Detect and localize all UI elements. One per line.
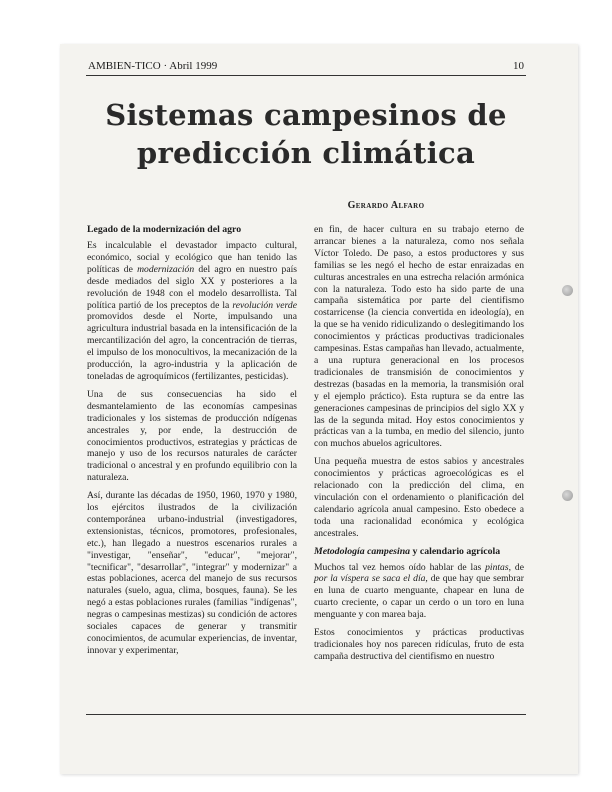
- author-byline: [88, 200, 524, 211]
- paragraph: Una pequeña muestra de estos sabios y ancestrales conocimientos y prácticas agroecológicas es el relacionado con la predicción del clima, en vinculación con el ordenamiento o planificación del calendario agrícola anual campesino. Esto obedece a toda una racionalidad económica y ecológica ancestrales.: [314, 456, 524, 539]
- paragraph: Es incalculable el devastador impacto cultural, económico, social y ecológico que han tenido las políticas de modernización del agro en nuestro país desde mediados del siglo XX y posteriores a la revolución de 1948 con el modelo desarrollista. Tal política partió de los preceptos de la revolución verde promovidos desde el Norte, impulsando una agricultura industrial basada en la intensificación de la mercantilización del agro, la concentración de tierras, el impulso de los monocultivos, la mecanización de la producción, la agro-industria y la aplicación de toneladas de agroquímicos (fertilizantes, pesticidas).: [87, 240, 298, 382]
- punch-hole-bottom: [562, 490, 573, 501]
- section-heading-metodologia: Metodología campesina y calendario agrícola: [314, 545, 501, 557]
- paragraph: Así, durante las décadas de 1950, 1960, 1970 y 1980, los ejércitos ilustrados de la civilización contemporánea urbano-industrial (investigadores, extensionistas, técnicos, promotores, profesionales, etc.), han llegado a nuestros escenarios rurales a "investigar, "enseñar", "educar", "mejorar", "tecnificar", "desarrollar", "integrar" y modernizar" a estas poblaciones, acerca del manejo de sus recursos naturales (suelo, agua, clima, bosques, fauna). Se les negó a estas poblaciones rurales (familias "indígenas", negras o campesinas mestizas) su condición de actores sociales capaces de generar y transmitir conocimientos, de acumular experiencias, de inventar, innovar y experimentar,: [87, 490, 297, 656]
- title-line-1: Sistemas campesinos de: [105, 98, 507, 132]
- header-rule: [86, 75, 526, 76]
- page-number: 10: [513, 60, 524, 72]
- left-column: [87, 224, 297, 663]
- paragraph: Estos conocimientos y prácticas productivas tradicionales hoy nos parecen ridículas, fruto de esta campaña destructiva del cientifismo en nuestro: [314, 627, 524, 662]
- right-column: [314, 224, 524, 669]
- running-header: [88, 60, 524, 76]
- paragraph: Una de sus consecuencias ha sido el desmantelamiento de las economías campesinas tradicionales y los sistemas de producción ndígenas ancestrales y, por ende, la destrucción de conocimientos productivos, estrategias y prácticas de manejo y uso de los recursos naturales de carácter tradicional o ancestral y en profundo equilibrio con la naturaleza.: [87, 388, 297, 484]
- title-line-2: predicción climática: [136, 136, 476, 170]
- paragraph: Muchos tal vez hemos oído hablar de las pintas, de por la víspera se saca el día, de que hay que sembrar en luna de cuarto menguante, chapear en luna de cuarto creciente, o capar un cerdo o un toro en luna menguante y con marea baja.: [314, 561, 524, 621]
- section-heading-legado: Legado de la modernización del agro: [87, 224, 242, 235]
- author-name: Gerardo Alfaro: [347, 200, 425, 211]
- paragraph: en fin, de hacer cultura en su trabajo eterno de arrancar bienes a la naturaleza, como nos señala Víctor Toledo. De paso, a estos productores y sus familias se les negó el hecho de estar enraizadas en culturas ancestrales en una estrecha relación armónica con la naturaleza. Todo esto ha sido parte de una campaña sistemática por parte del cientifismo costarricense (la ciencia convertida en ideología), en la que se ha venido ridiculizando o deslegitimando los conocimientos y prácticas productivas tradicionales campesinas. Estas campañas han llevado, actualmente, a una ruptura generacional en los procesos tradicionales de transmisión de conocimientos y destrezas (basadas en la memoria, la transmisión oral y el ejemplo práctico). Esta ruptura se da entre las generaciones campesinas de principios del siglo XX y las de la segunda mitad. Hoy estos conocimientos y prácticas van a la tumba, en medio del silencio, junto con muchos abuelos agricultores.: [314, 224, 524, 450]
- article-title: [88, 96, 524, 172]
- publication-name: AMBIEN-TICO · Abril 1999: [88, 60, 218, 72]
- punch-hole-top: [562, 285, 573, 296]
- footer-rule: [86, 714, 526, 715]
